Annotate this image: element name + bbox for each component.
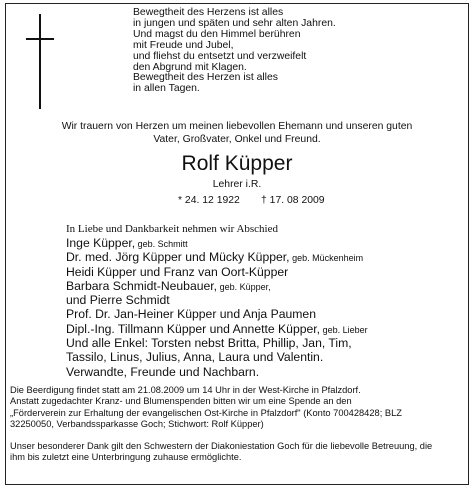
cross-icon-bar (26, 38, 54, 40)
family-member: Und alle Enkel: Torsten nebst Britta, Phillip, Jan, Tim, (66, 336, 352, 351)
deceased-title: Lehrer i.R. (212, 179, 262, 190)
family-member: Barbara Schmidt-Neubauer, geb. Küpper, (66, 278, 271, 293)
mourning-intro (6, 120, 468, 146)
poem-line: Bewegtheit des Herzen ist alles (133, 72, 278, 84)
family-member: Dr. med. Jörg Küpper und Mücky Küpper, geb. Mückenheim (66, 250, 364, 265)
poem-line: mit Freude und Jubel, (133, 39, 234, 51)
intro-line: Vater, Großvater, Onkel und Freund. (153, 134, 321, 145)
poem-line: den Abgrund mit Klagen. (133, 61, 247, 73)
notice-line: Anstatt zugedachter Kranz- und Blumenspenden bitten wir um eine Spende an den (10, 396, 352, 407)
family-member: Prof. Dr. Jan-Heiner Küpper und Anja Paumen (66, 307, 316, 322)
cross-icon (39, 14, 41, 109)
poem (133, 8, 336, 95)
poem-line: in allen Tagen. (133, 83, 200, 95)
thanks-note (10, 441, 432, 464)
obituary-notice (5, 3, 469, 485)
thanks-line: ihm bis zuletzt eine Unterbringung zuhause ermöglichte. (10, 452, 242, 463)
poem-line: Bewegtheit des Herzens ist alles (133, 7, 284, 18)
funeral-notice (10, 385, 402, 430)
intro-line: Wir trauern von Herzen um meinen liebevollen Ehemann und unseren guten (61, 121, 413, 132)
thanks-line: Unser besonderer Dank gilt den Schwestern der Diakoniestation Goch für die liebevolle Betreuung, die (10, 441, 433, 451)
deceased-name: Rolf Küpper (181, 152, 293, 175)
family-member: Verwandte, Freunde und Nachbarn. (66, 364, 260, 379)
family-member: Inge Küpper, geb. Schmitt (66, 236, 188, 250)
family-member: Heidi Küpper und Franz van Oort-Küpper (66, 264, 289, 279)
family-list (66, 237, 368, 380)
poem-line: in jungen und späten und sehr alten Jahren. (133, 17, 336, 29)
family-member: und Pierre Schmidt (66, 293, 170, 308)
death-date: † 17. 08 2009 (261, 195, 325, 206)
poem-line: Und magst du den Himmel berühren (133, 28, 301, 40)
farewell-line: In Liebe und Dankbarkeit nehmen wir Abschied (66, 223, 278, 235)
family-member: Dipl.-Ing. Tillmann Küpper und Annette Küpper, geb. Lieber (66, 321, 368, 336)
birth-date: * 24. 12 1922 (178, 195, 240, 206)
notice-line: 32250050, Verbandssparkasse Goch; Stichwort: Rolf Küpper) (10, 418, 264, 429)
family-member: Tassilo, Linus, Julius, Anna, Laura und Valentin. (66, 350, 324, 365)
poem-line: und fliehst du entsetzt und verzweifelt (133, 50, 307, 62)
notice-line: „Förderverein zur Erhaltung der evangelischen Ost-Kirche in Pfalzdorf" (Konto 700428428; BLZ (10, 407, 402, 418)
notice-line: Die Beerdigung findet statt am 21.08.2009 um 14 Uhr in der West-Kirche in Pfalzdorf. (10, 385, 361, 395)
